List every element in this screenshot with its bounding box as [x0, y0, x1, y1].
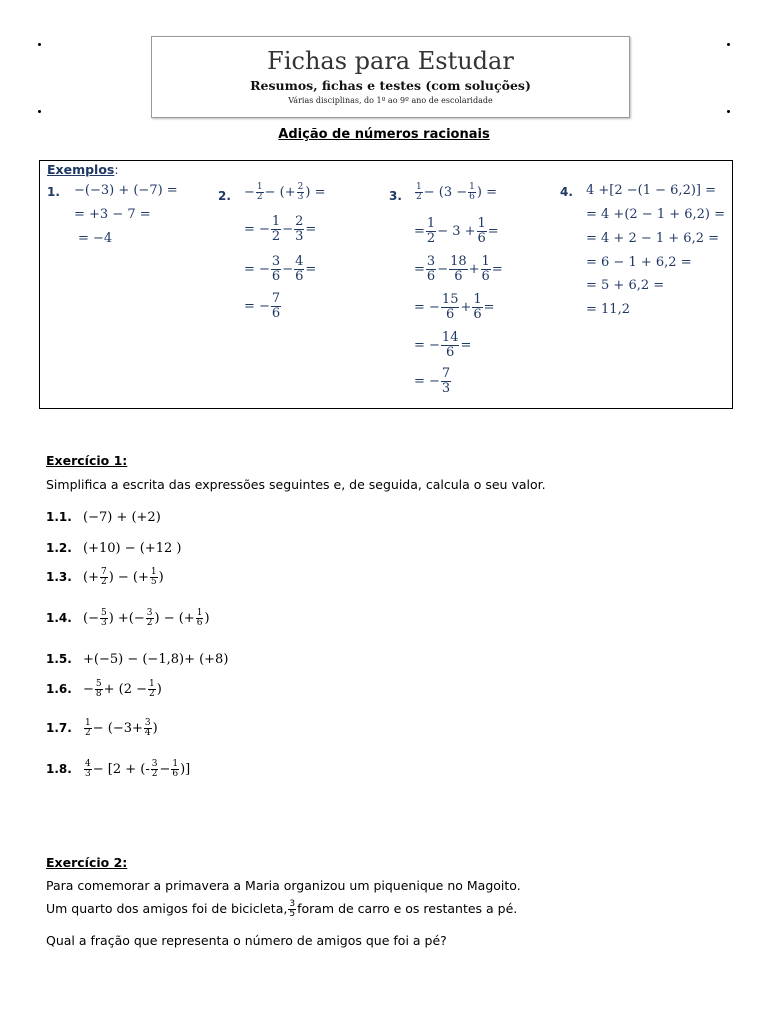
example-2-line: = − $\frac{7}{6}$	[244, 291, 281, 321]
example-2-line: − $\frac{1}{2}$ − (+ $\frac{2}{3}$ ) =	[244, 182, 326, 202]
page-title: Adição de números racionais	[278, 127, 490, 142]
example-4-line: = 4 +(2 − 1 + 6,2) =	[586, 207, 726, 222]
examples-label: Exemplos:	[47, 162, 119, 177]
example-4-line: = 4 + 2 − 1 + 6,2 =	[586, 231, 720, 246]
example-4-line: = 11,2	[586, 302, 630, 317]
example-3-line: = − $\frac{7}{3}$	[414, 366, 451, 396]
example-1-line: −(−3) + (−7) =	[74, 183, 178, 198]
example-4-number: 4.	[560, 185, 573, 199]
exercise-2-paragraph: Um quarto dos amigos foi de bicicleta, $\frac{3}{5}$ foram de carro e os restantes a pé.	[46, 899, 518, 919]
example-2-line: = − $\frac{3}{6}$ − $\frac{4}{6}$ =	[244, 254, 317, 284]
site-tagline: Várias disciplinas, do 1º ao 9º ano de escolaridade	[288, 96, 493, 105]
corner-dot	[38, 110, 41, 113]
example-2-line: = − $\frac{1}{2}$ − $\frac{2}{3}$ =	[244, 214, 317, 244]
example-1-line: = −4	[78, 231, 113, 246]
example-3-line: $\frac{1}{2}$ − (3 − $\frac{1}{6}$ ) =	[416, 182, 497, 202]
exercise-2-paragraph: Para comemorar a primavera a Maria organizou um piquenique no Magoito.	[46, 878, 521, 893]
example-3-line: = − $\frac{14}{6}$ =	[414, 330, 472, 360]
exercise-item: 1.6. − $\frac{5}{8}$ + (2 − $\frac{1}{2}$ )	[46, 679, 162, 699]
exercise-item: 1.1. (−7) + (+2)	[46, 510, 161, 525]
exercise-item: 1.2. (+10) − (+12 )	[46, 541, 182, 556]
example-3-line: = $\frac{1}{2}$ − 3 + $\frac{1}{6}$ =	[414, 216, 499, 246]
exercise-item: 1.5. +(−5) − (−1,8)+ (+8)	[46, 652, 229, 667]
exercise-2-question: Qual a fração que representa o número de amigos que foi a pé?	[46, 933, 447, 948]
example-2-number: 2.	[218, 189, 231, 203]
corner-dot	[727, 43, 730, 46]
exercise-item: 1.4. (− $\frac{5}{3}$ ) +(− $\frac{3}{2}$ ) − (+ $\frac{1}{6}$ )	[46, 608, 210, 628]
example-4-line: 4 +[2 −(1 − 6,2)] =	[586, 183, 717, 198]
corner-dot	[38, 43, 41, 46]
corner-dot	[727, 110, 730, 113]
site-subtitle: Resumos, fichas e testes (com soluções)	[250, 78, 531, 93]
exercise-item: 1.3. (+ $\frac{7}{2}$ ) − (+ $\frac{1}{5}$ )	[46, 567, 164, 587]
example-4-line: = 6 − 1 + 6,2 =	[586, 255, 692, 270]
example-3-number: 3.	[389, 189, 402, 203]
example-3-line: = − $\frac{15}{6}$ + $\frac{1}{6}$ =	[414, 292, 495, 322]
site-title: Fichas para Estudar	[267, 47, 514, 75]
example-3-line: = $\frac{3}{6}$ − $\frac{18}{6}$ + $\frac{1}{6}$ =	[414, 254, 503, 284]
exercise-1-title: Exercício 1:	[46, 453, 128, 468]
exercise-item: 1.7. $\frac{1}{2}$ − (−3+ $\frac{3}{4}$ )	[46, 718, 158, 738]
examples-box	[39, 160, 733, 409]
site-header	[151, 36, 630, 118]
example-1-line: = +3 − 7 =	[74, 207, 151, 222]
exercise-1-instruction: Simplifica a escrita das expressões seguintes e, de seguida, calcula o seu valor.	[46, 477, 546, 492]
exercise-2-title: Exercício 2:	[46, 855, 128, 870]
example-4-line: = 5 + 6,2 =	[586, 278, 665, 293]
example-1-number: 1.	[47, 185, 60, 199]
exercise-item: 1.8. $\frac{4}{3}$ − [2 + (- $\frac{3}{2}$ − $\frac{1}{6}$ )]	[46, 759, 191, 779]
